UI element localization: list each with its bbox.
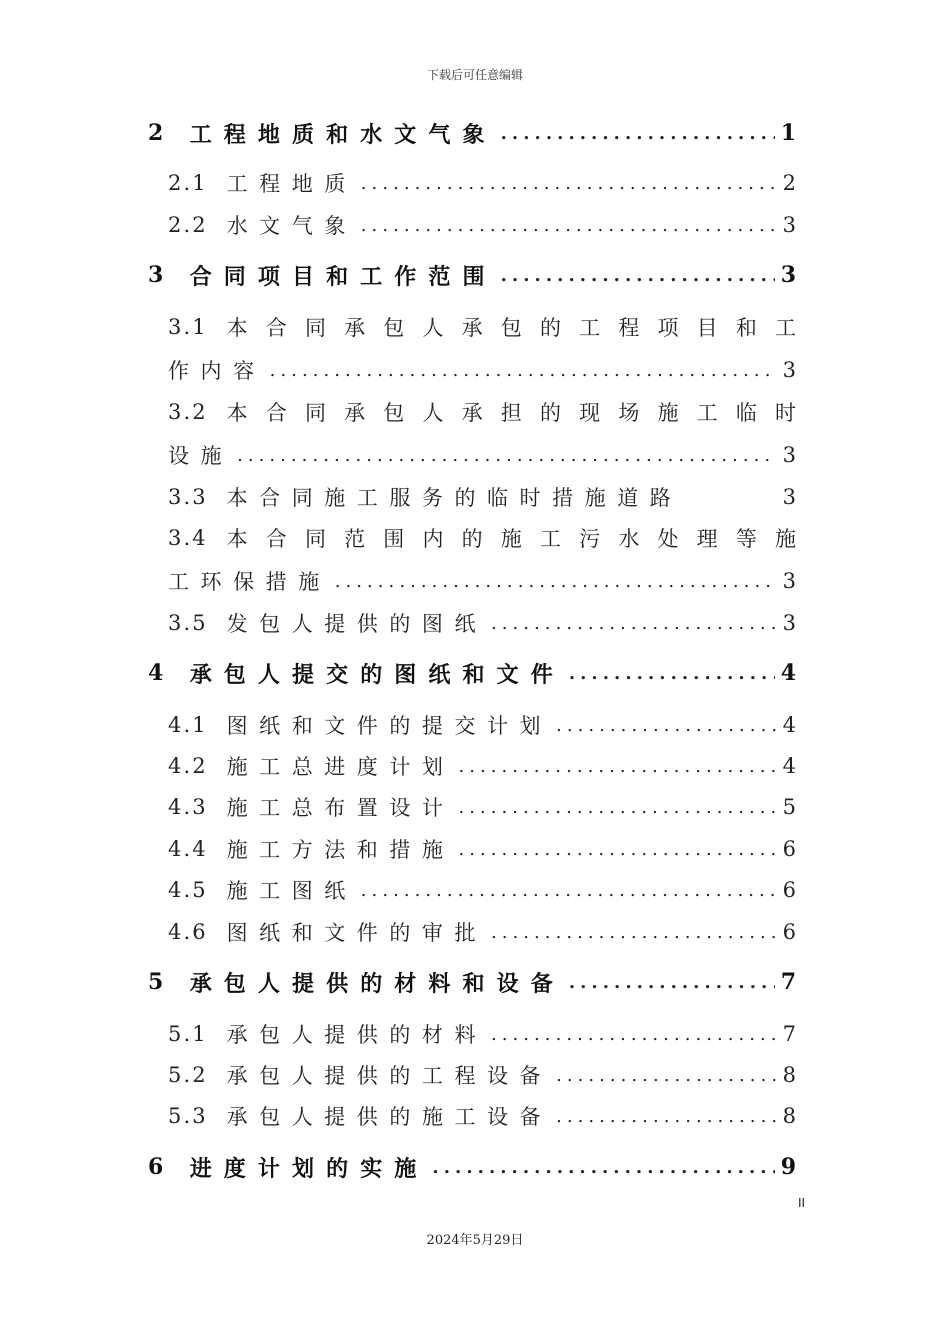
toc-dot-leader bbox=[458, 797, 776, 818]
toc-chapter-entry[interactable] bbox=[148, 656, 796, 690]
toc-entry-page-number: 4 bbox=[782, 713, 796, 737]
toc-dot-leader bbox=[491, 613, 776, 634]
toc-section-entry[interactable] bbox=[168, 521, 796, 555]
toc-entry-title: 本合同施工服务的临时措施道路 bbox=[226, 486, 683, 510]
toc-entry-number: 3.1 bbox=[168, 315, 208, 339]
toc-section-entry[interactable] bbox=[168, 564, 796, 598]
toc-entry-number: 2 bbox=[148, 120, 166, 146]
toc-entry-page-number: 6 bbox=[782, 920, 796, 944]
toc-entry-title: 作内容 bbox=[168, 359, 266, 383]
toc-entry-number: 2.1 bbox=[168, 171, 208, 195]
toc-entry-title: 本 合 同 承 包 人 承 包 的 工 程 项 目 和 工 bbox=[226, 316, 796, 340]
toc-entry-number: 3 bbox=[148, 262, 166, 288]
toc-entry-page-number: 3 bbox=[782, 611, 796, 635]
toc-entry-title: 合同项目和工作范围 bbox=[189, 263, 497, 290]
toc-section-entry[interactable] bbox=[168, 166, 796, 200]
toc-entry-number: 5 bbox=[148, 969, 166, 995]
toc-entry-page-number: 8 bbox=[782, 1063, 796, 1087]
toc-section-entry[interactable] bbox=[168, 606, 796, 640]
toc-dot-leader bbox=[237, 445, 776, 466]
toc-section-entry[interactable] bbox=[168, 208, 796, 242]
toc-section-entry[interactable] bbox=[168, 749, 796, 783]
toc-entry-number: 5.3 bbox=[168, 1104, 208, 1128]
toc-entry-page-number: 1 bbox=[780, 120, 796, 146]
toc-section-entry[interactable] bbox=[168, 310, 796, 344]
toc-dot-leader bbox=[491, 1024, 776, 1045]
toc-section-entry[interactable] bbox=[168, 480, 796, 514]
toc-entry-title: 施工总布置设计 bbox=[226, 796, 455, 820]
toc-entry-number: 5.1 bbox=[168, 1022, 208, 1046]
toc-entry-title: 工程地质 bbox=[226, 172, 357, 196]
toc-entry-number: 6 bbox=[148, 1154, 166, 1180]
toc-section-entry[interactable] bbox=[168, 790, 796, 824]
toc-section-entry[interactable] bbox=[168, 915, 796, 949]
toc-dot-leader bbox=[361, 215, 776, 236]
page-footer-date: 2024年5月29日 bbox=[426, 1233, 524, 1248]
toc-entry-page-number: 7 bbox=[780, 969, 796, 995]
toc-entry-number: 3.3 bbox=[168, 485, 208, 509]
toc-section-entry[interactable] bbox=[168, 708, 796, 742]
toc-dot-leader bbox=[501, 265, 775, 286]
toc-entry-title: 图纸和文件的提交计划 bbox=[226, 714, 553, 738]
toc-entry-number: 4.4 bbox=[168, 837, 208, 861]
toc-entry-page-number: 9 bbox=[780, 1154, 796, 1180]
toc-entry-title: 发包人提供的图纸 bbox=[226, 612, 487, 636]
toc-dot-leader bbox=[491, 922, 776, 943]
toc-entry-number: 4.5 bbox=[168, 878, 208, 902]
toc-entry-title: 设施 bbox=[168, 444, 234, 468]
toc-section-entry[interactable] bbox=[168, 1017, 796, 1051]
toc-section-entry[interactable] bbox=[168, 832, 796, 866]
toc-dot-leader bbox=[458, 756, 776, 777]
toc-entry-page-number: 6 bbox=[782, 837, 796, 861]
toc-entry-page-number: 3 bbox=[782, 213, 796, 237]
toc-entry-title: 承包人提供的工程设备 bbox=[226, 1064, 553, 1088]
toc-dot-leader bbox=[569, 972, 775, 993]
toc-entry-page-number: 7 bbox=[782, 1022, 796, 1046]
toc-section-entry[interactable] bbox=[168, 353, 796, 387]
toc-entry-page-number: 8 bbox=[782, 1104, 796, 1128]
toc-entry-title: 承包人提交的图纸和文件 bbox=[189, 661, 565, 688]
toc-entry-title: 承包人提供的材料和设备 bbox=[189, 970, 565, 997]
toc-entry-title: 施工图纸 bbox=[226, 879, 357, 903]
toc-section-entry[interactable] bbox=[168, 438, 796, 472]
toc-section-entry[interactable] bbox=[168, 873, 796, 907]
toc-entry-title: 图纸和文件的审批 bbox=[226, 921, 487, 945]
toc-section-entry[interactable] bbox=[168, 1099, 796, 1133]
toc-entry-title: 工环保措施 bbox=[168, 570, 331, 594]
toc-chapter-entry[interactable] bbox=[148, 1150, 796, 1184]
toc-dot-leader bbox=[270, 360, 776, 381]
toc-entry-page-number: 3 bbox=[782, 485, 796, 509]
toc-dot-leader bbox=[556, 1065, 776, 1086]
toc-entry-number: 2.2 bbox=[168, 213, 208, 237]
toc-entry-title: 进度计划的实施 bbox=[189, 1155, 429, 1182]
toc-dot-leader bbox=[432, 1157, 774, 1178]
toc-entry-page-number: 4 bbox=[782, 754, 796, 778]
toc-entry-title: 本 合 同 范 围 内 的 施 工 污 水 处 理 等 施 bbox=[226, 527, 796, 551]
toc-chapter-entry[interactable] bbox=[148, 258, 796, 292]
toc-entry-number: 4.3 bbox=[168, 795, 208, 819]
toc-entry-page-number: 3 bbox=[782, 358, 796, 382]
toc-entry-page-number: 3 bbox=[780, 262, 796, 288]
toc-dot-leader bbox=[361, 173, 776, 194]
toc-entry-page-number: 6 bbox=[782, 878, 796, 902]
toc-chapter-entry[interactable] bbox=[148, 116, 796, 150]
toc-entry-page-number: 3 bbox=[782, 569, 796, 593]
toc-entry-number: 3.5 bbox=[168, 611, 208, 635]
toc-entry-title: 水文气象 bbox=[226, 214, 357, 238]
toc-entry-title: 工程地质和水文气象 bbox=[189, 121, 497, 148]
toc-entry-page-number: 3 bbox=[782, 443, 796, 467]
toc-entry-title: 本 合 同 承 包 人 承 担 的 现 场 施 工 临 时 bbox=[226, 401, 796, 425]
toc-entry-page-number: 5 bbox=[782, 795, 796, 819]
toc-dot-leader bbox=[458, 839, 776, 860]
toc-entry-page-number: 4 bbox=[780, 660, 796, 686]
toc-entry-title: 承包人提供的施工设备 bbox=[226, 1105, 553, 1129]
toc-entry-title: 施工总进度计划 bbox=[226, 755, 455, 779]
toc-entry-number: 4 bbox=[148, 660, 166, 686]
toc-dot-leader bbox=[501, 123, 775, 144]
toc-dot-leader bbox=[556, 715, 776, 736]
toc-entry-number: 3.4 bbox=[168, 526, 208, 550]
toc-entry-number: 4.1 bbox=[168, 713, 208, 737]
toc-entry-number: 4.2 bbox=[168, 754, 208, 778]
toc-entry-number: 5.2 bbox=[168, 1063, 208, 1087]
toc-entry-title: 承包人提供的材料 bbox=[226, 1023, 487, 1047]
toc-chapter-entry[interactable] bbox=[148, 965, 796, 999]
toc-entry-page-number: 2 bbox=[782, 171, 796, 195]
toc-dot-leader bbox=[556, 1106, 776, 1127]
toc-section-entry[interactable] bbox=[168, 1058, 796, 1092]
toc-entry-number: 3.2 bbox=[168, 400, 208, 424]
toc-entry-title: 施工方法和措施 bbox=[226, 838, 455, 862]
toc-dot-leader bbox=[335, 571, 776, 592]
toc-dot-leader bbox=[569, 663, 775, 684]
toc-dot-leader bbox=[361, 880, 776, 901]
toc-section-entry[interactable] bbox=[168, 395, 796, 429]
page-header: 下载后可任意编辑 bbox=[426, 68, 523, 82]
page-number-roman: II bbox=[798, 1196, 806, 1210]
toc-entry-number: 4.6 bbox=[168, 920, 208, 944]
